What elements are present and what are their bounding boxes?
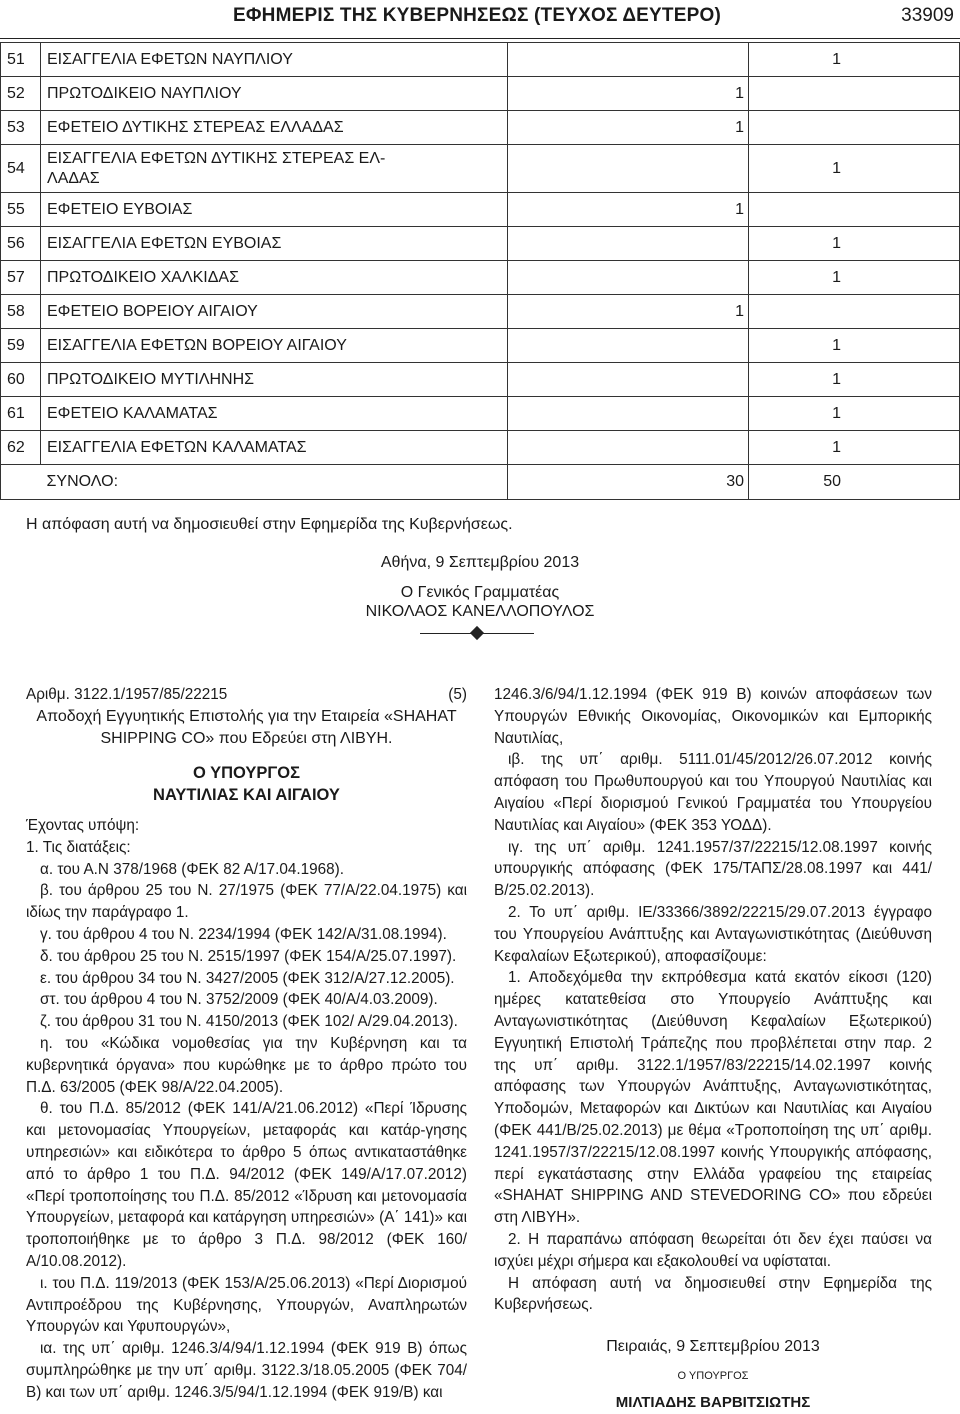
- table-row: [1, 145, 960, 193]
- signature-place-date: Αθήνα, 9 Σεπτεμβρίου 2013: [380, 554, 580, 571]
- table-row: [1, 227, 960, 261]
- row-number: 61: [1, 397, 41, 431]
- signature2-role: Ο ΥΠΟΥΡΓΟΣ: [677, 1369, 749, 1382]
- row-count-b: [749, 295, 960, 329]
- row-office: [41, 43, 508, 77]
- row-office: [41, 397, 508, 431]
- row-office-line: ΕΦΕΤΕΙΟ ΚΑΛΑΜΑΤΑΣ: [47, 404, 218, 422]
- row-office: [41, 227, 508, 261]
- signature2-place-date: Πειραιάς, 9 Σεπτεμβρίου 2013: [606, 1338, 820, 1356]
- left-paragraph: στ. του άρθρου 4 του Ν. 3752/2009 (ΦΕΚ 40/Α/4.03.2009).: [40, 991, 438, 1009]
- publication-note: Η απόφαση αυτή να δημοσιευθεί στην Εφημερίδα της Κυβερνήσεως.: [26, 516, 513, 533]
- page-number: 33909: [901, 5, 954, 26]
- left-column: [26, 684, 467, 1404]
- decision-title: Αποδοχή Εγγυητικής Επιστολής για την Εταιρεία «SHAHAT SHIPPING CO» που Εδρεύει στη ΛΙΒΥΗ.: [36, 707, 457, 747]
- decision-reference-line: [26, 684, 467, 706]
- left-paragraph: ζ. του άρθρου 31 του Ν. 4150/2013 (ΦΕΚ 102/ Α/29.04.2013).: [40, 1013, 458, 1031]
- row-office: [41, 329, 508, 363]
- decision-number: (5): [448, 686, 467, 703]
- row-count-a: [508, 43, 749, 77]
- row-count-a: [508, 261, 749, 295]
- total-label: ΣΥΝΟΛΟ:: [41, 465, 508, 500]
- row-number: 55: [1, 193, 41, 227]
- table-row: [1, 193, 960, 227]
- row-count-b: [749, 193, 960, 227]
- left-paragraph: α. του Α.Ν 378/1968 (ΦΕΚ 82 Α/17.04.1968).: [40, 860, 344, 878]
- row-number: 52: [1, 77, 41, 111]
- row-office-line: ΕΦΕΤΕΙΟ ΒΟΡΕΙΟΥ ΑΙΓΑΙΟΥ: [47, 302, 258, 320]
- row-office-line: ΕΦΕΤΕΙΟ ΕΥΒΟΙΑΣ: [47, 200, 193, 218]
- table-row: [1, 77, 960, 111]
- left-paragraph: ε. του άρθρου 34 του Ν. 3427/2005 (ΦΕΚ 312/Α/27.12.2005).: [40, 969, 455, 987]
- total-a: 30: [508, 465, 749, 500]
- row-count-b: 1: [749, 145, 960, 193]
- left-paragraph: β. του άρθρου 25 του Ν. 27/1975 (ΦΕΚ 77/Α/22.04.1975) και ιδίως την παράγραφο 1.: [26, 882, 467, 922]
- gazette-title: ΕΦΗΜΕΡΙΣ ΤΗΣ ΚΥΒΕΡΝΗΣΕΩΣ (ΤΕΥΧΟΣ ΔΕΥΤΕΡΟ): [233, 5, 721, 26]
- row-count-b: 1: [749, 43, 960, 77]
- row-count-b: 1: [749, 261, 960, 295]
- row-office-line: ΕΙΣΑΓΓΕΛΙΑ ΕΦΕΤΩΝ ΕΥΒΟΙΑΣ: [47, 234, 282, 252]
- table-row: [1, 431, 960, 465]
- positions-table: [0, 42, 960, 500]
- table-row: [1, 295, 960, 329]
- row-office: [41, 193, 508, 227]
- ministry-name: ΝΑΥΤΙΛΙΑΣ ΚΑΙ ΑΙΓΑΙΟΥ: [153, 786, 340, 805]
- right-paragraph: 2. Η παραπάνω απόφαση θεωρείται ότι δεν έχει παύσει να ισχύει μέχρι σήμερα και εξακολουθεί να υφίσταται.: [494, 1230, 932, 1270]
- row-office: [41, 261, 508, 295]
- row-count-b: 1: [749, 329, 960, 363]
- row-office: [41, 431, 508, 465]
- right-paragraph: Η απόφαση αυτή να δημοσιευθεί στην Εφημερίδα της Κυβερνήσεως.: [494, 1274, 932, 1314]
- decision-reference: Αριθμ. 3122.1/1957/85/22215: [26, 686, 228, 703]
- row-count-a: [508, 227, 749, 261]
- row-number: 60: [1, 363, 41, 397]
- row-number: 56: [1, 227, 41, 261]
- row-count-b: 1: [749, 431, 960, 465]
- row-office: [41, 111, 508, 145]
- total-spacer: [1, 465, 41, 500]
- row-number: 57: [1, 261, 41, 295]
- row-count-a: 1: [508, 77, 749, 111]
- row-office-line: ΕΦΕΤΕΙΟ ΔΥΤΙΚΗΣ ΣΤΕΡΕΑΣ ΕΛΛΑΔΑΣ: [47, 118, 344, 136]
- row-count-b: 1: [749, 397, 960, 431]
- row-office: [41, 77, 508, 111]
- row-number: 59: [1, 329, 41, 363]
- row-count-a: [508, 363, 749, 397]
- table-row: [1, 111, 960, 145]
- header-rule: [0, 38, 960, 39]
- row-count-a: [508, 145, 749, 193]
- row-number: 54: [1, 145, 41, 193]
- row-office-line: ΠΡΩΤΟΔΙΚΕΙΟ ΧΑΛΚΙΔΑΣ: [47, 268, 239, 286]
- row-count-b: 1: [749, 227, 960, 261]
- right-column: [494, 684, 932, 1414]
- table-row: [1, 397, 960, 431]
- table-row: [1, 261, 960, 295]
- left-paragraph: ια. της υπ΄ αριθμ. 1246.3/4/94/1.12.1994 (ΦΕΚ 919 Β) όπως συμπληρώθηκε με την υπ΄ αριθμ. 3122.3/18.05.2005 (ΦΕΚ 704/Β) και των υπ΄ αριθμ. 1246.3/5/94/1.12.1994 (ΦΕΚ 919/Β) και: [26, 1340, 467, 1401]
- separator-diamond-icon: [470, 626, 484, 640]
- row-count-b: [749, 77, 960, 111]
- right-paragraph: ιγ. της υπ΄ αριθμ. 1241.1957/37/22215/12.08.1997 κοινής υπουργικής απόφασης (ΦΕΚ 175/ΤΑΠΣ/28.08.1997 και 441/Β/25.02.2013).: [494, 838, 932, 900]
- row-number: 62: [1, 431, 41, 465]
- left-paragraph: δ. του άρθρου 25 του Ν. 2515/1997 (ΦΕΚ 154/Α/25.07.1997).: [40, 947, 457, 965]
- right-paragraph: 1. Αποδεχόμεθα την εκπρόθεσμα κατά εκατόν είκοσι (120) ημέρες κατατεθείσα στο Υπουργείο Ανάπτυξης και Ανταγωνιστικότητας (Διεύθυνση Κεφαλαίων Εξωτερικού) Εγγυητική Επιστολή Τράπεζης που προβλέπεται στην παρ. 2 της υπ΄ αριθμ. 3122.1/1957/83/22215/14.02.1997 κοινής απόφασης των Υπουργών Ανάπτυξης, Ανταγωνιστικότητας, Υποδομών, Μεταφορών και Δικτύων και Ναυτιλίας και Αιγαίου (ΦΕΚ 441/Β/25.02.2013) με θέμα «Τροποποίηση της υπ΄ αριθμ. 1241.1957/37/22215/12.08.1997 κοινής Υπουργικής απόφασης, περί εγκατάστασης στην Ελλάδα γραφείου της εταιρείας «SHAHAT SHIPPING AND STEVEDORING CO» που εδρεύει στη ΛΙΒΥΗ».: [494, 969, 932, 1227]
- row-office-line: ΛΑΔΑΣ: [47, 169, 100, 187]
- row-office-line: ΕΙΣΑΓΓΕΛΙΑ ΕΦΕΤΩΝ ΝΑΥΠΛΙΟΥ: [47, 50, 293, 68]
- row-count-a: [508, 329, 749, 363]
- right-paragraph: 1246.3/6/94/1.12.1994 (ΦΕΚ 919 Β) κοινών αποφάσεων των Υπουργών Εθνικής Οικονομίας, Οικονομικών και Εμπορικής Ναυτιλίας,: [494, 686, 932, 747]
- row-office-line: ΕΙΣΑΓΓΕΛΙΑ ΕΦΕΤΩΝ ΒΟΡΕΙΟΥ ΑΙΓΑΙΟΥ: [47, 336, 347, 354]
- row-office-line: ΕΙΣΑΓΓΕΛΙΑ ΕΦΕΤΩΝ ΚΑΛΑΜΑΤΑΣ: [47, 438, 307, 456]
- row-count-a: 1: [508, 111, 749, 145]
- row-count-b: [749, 111, 960, 145]
- row-count-a: [508, 431, 749, 465]
- row-office-line: ΕΙΣΑΓΓΕΛΙΑ ΕΦΕΤΩΝ ΔΥΤΙΚΗΣ ΣΤΕΡΕΑΣ ΕΛ-: [47, 149, 386, 167]
- total-b: 50: [749, 465, 960, 500]
- row-count-a: 1: [508, 295, 749, 329]
- row-office-line: ΠΡΩΤΟΔΙΚΕΙΟ ΜΥΤΙΛΗΝΗΣ: [47, 370, 255, 388]
- row-count-a: 1: [508, 193, 749, 227]
- row-office: [41, 145, 508, 193]
- left-paragraph: η. του «Κώδικα νομοθεσίας για την Κυβέρνηση και τα κυβερνητικά όργανα» που κυρώθηκε με το άρθρο πρώτο του Π.Δ. 63/2005 (ΦΕΚ 98/Α/22.04.2005).: [26, 1034, 467, 1096]
- row-count-a: [508, 397, 749, 431]
- left-paragraph: ι. του Π.Δ. 119/2013 (ΦΕΚ 153/Α/25.06.2013) «Περί Διορισμού Αντιπροέδρου της Κυβέρνησης, Υπουργών, Αναπληρωτών Υπουργών και Υφυπουργών»,: [26, 1274, 467, 1336]
- row-office: [41, 363, 508, 397]
- signature-name: ΝΙΚΟΛΑΟΣ ΚΑΝΕΛΛΟΠΟΥΛΟΣ: [365, 603, 595, 620]
- page-header: [0, 0, 960, 38]
- table-row: [1, 329, 960, 363]
- table-row: [1, 363, 960, 397]
- minister-title: Ο ΥΠΟΥΡΓΟΣ: [192, 764, 301, 783]
- left-paragraph: Έχοντας υπόψη:: [26, 816, 140, 834]
- signature2-name: ΜΙΛΤΙΑΔΗΣ ΒΑΡΒΙΤΣΙΩΤΗΣ: [615, 1393, 811, 1411]
- row-count-b: 1: [749, 363, 960, 397]
- row-office-line: ΠΡΩΤΟΔΙΚΕΙΟ ΝΑΥΠΛΙΟΥ: [47, 84, 242, 102]
- left-paragraph: γ. του άρθρου 4 του Ν. 2234/1994 (ΦΕΚ 142/Α/31.08.1994).: [40, 925, 447, 943]
- left-paragraph: 1. Τις διατάξεις:: [26, 838, 131, 856]
- table-row: [1, 43, 960, 77]
- signature-role: Ο Γενικός Γραμματέας: [400, 584, 560, 601]
- row-number: 58: [1, 295, 41, 329]
- right-paragraph: 2. Το υπ΄ αριθμ. ΙΕ/33366/3892/22215/29.07.2013 έγγραφο του Υπουργείου Ανάπτυξης και Ανταγωνιστικότητας (Διεύθυνση Κεφαλαίων Εξωτερικού), αποφασίζουμε:: [494, 903, 932, 965]
- total-row: [1, 465, 960, 500]
- row-office: [41, 295, 508, 329]
- left-paragraph: θ. του Π.Δ. 85/2012 (ΦΕΚ 141/Α/21.06.2012) «Περί Ίδρυσης και μετονομασίας Υπουργείων, μεταφοράς και κατάρ-γησης υπηρεσιών» και ειδικότερα το άρθρο 5 όπως αντικαταστάθηκε από το άρθρο 1 του Π.Δ. 94/2012 (ΦΕΚ 149/Α/17.07.2012) «Περί τροποποίησης του Π.Δ. 85/2012 «Ίδρυση και μετονομασία Υπουργείων, μεταφορά και κατάργηση υπηρεσιών» (Α΄ 141)» και τροποποιήθηκε με το άρθρο 3 Π.Δ. 98/2012 (ΦΕΚ 160/Α/10.08.2012).: [26, 1100, 467, 1270]
- right-paragraph: ιβ. της υπ΄ αριθμ. 5111.01/45/2012/26.07.2012 κοινής απόφαση του Πρωθυπουργού και του Υπουργού Ναυτιλίας και Αιγαίου «Περί διορισμού Γενικού Γραμματέα του Υπουργείου Ναυτιλίας και Αιγαίου» (ΦΕΚ 353 ΥΟΔΔ).: [494, 751, 932, 834]
- row-number: 53: [1, 111, 41, 145]
- row-number: 51: [1, 43, 41, 77]
